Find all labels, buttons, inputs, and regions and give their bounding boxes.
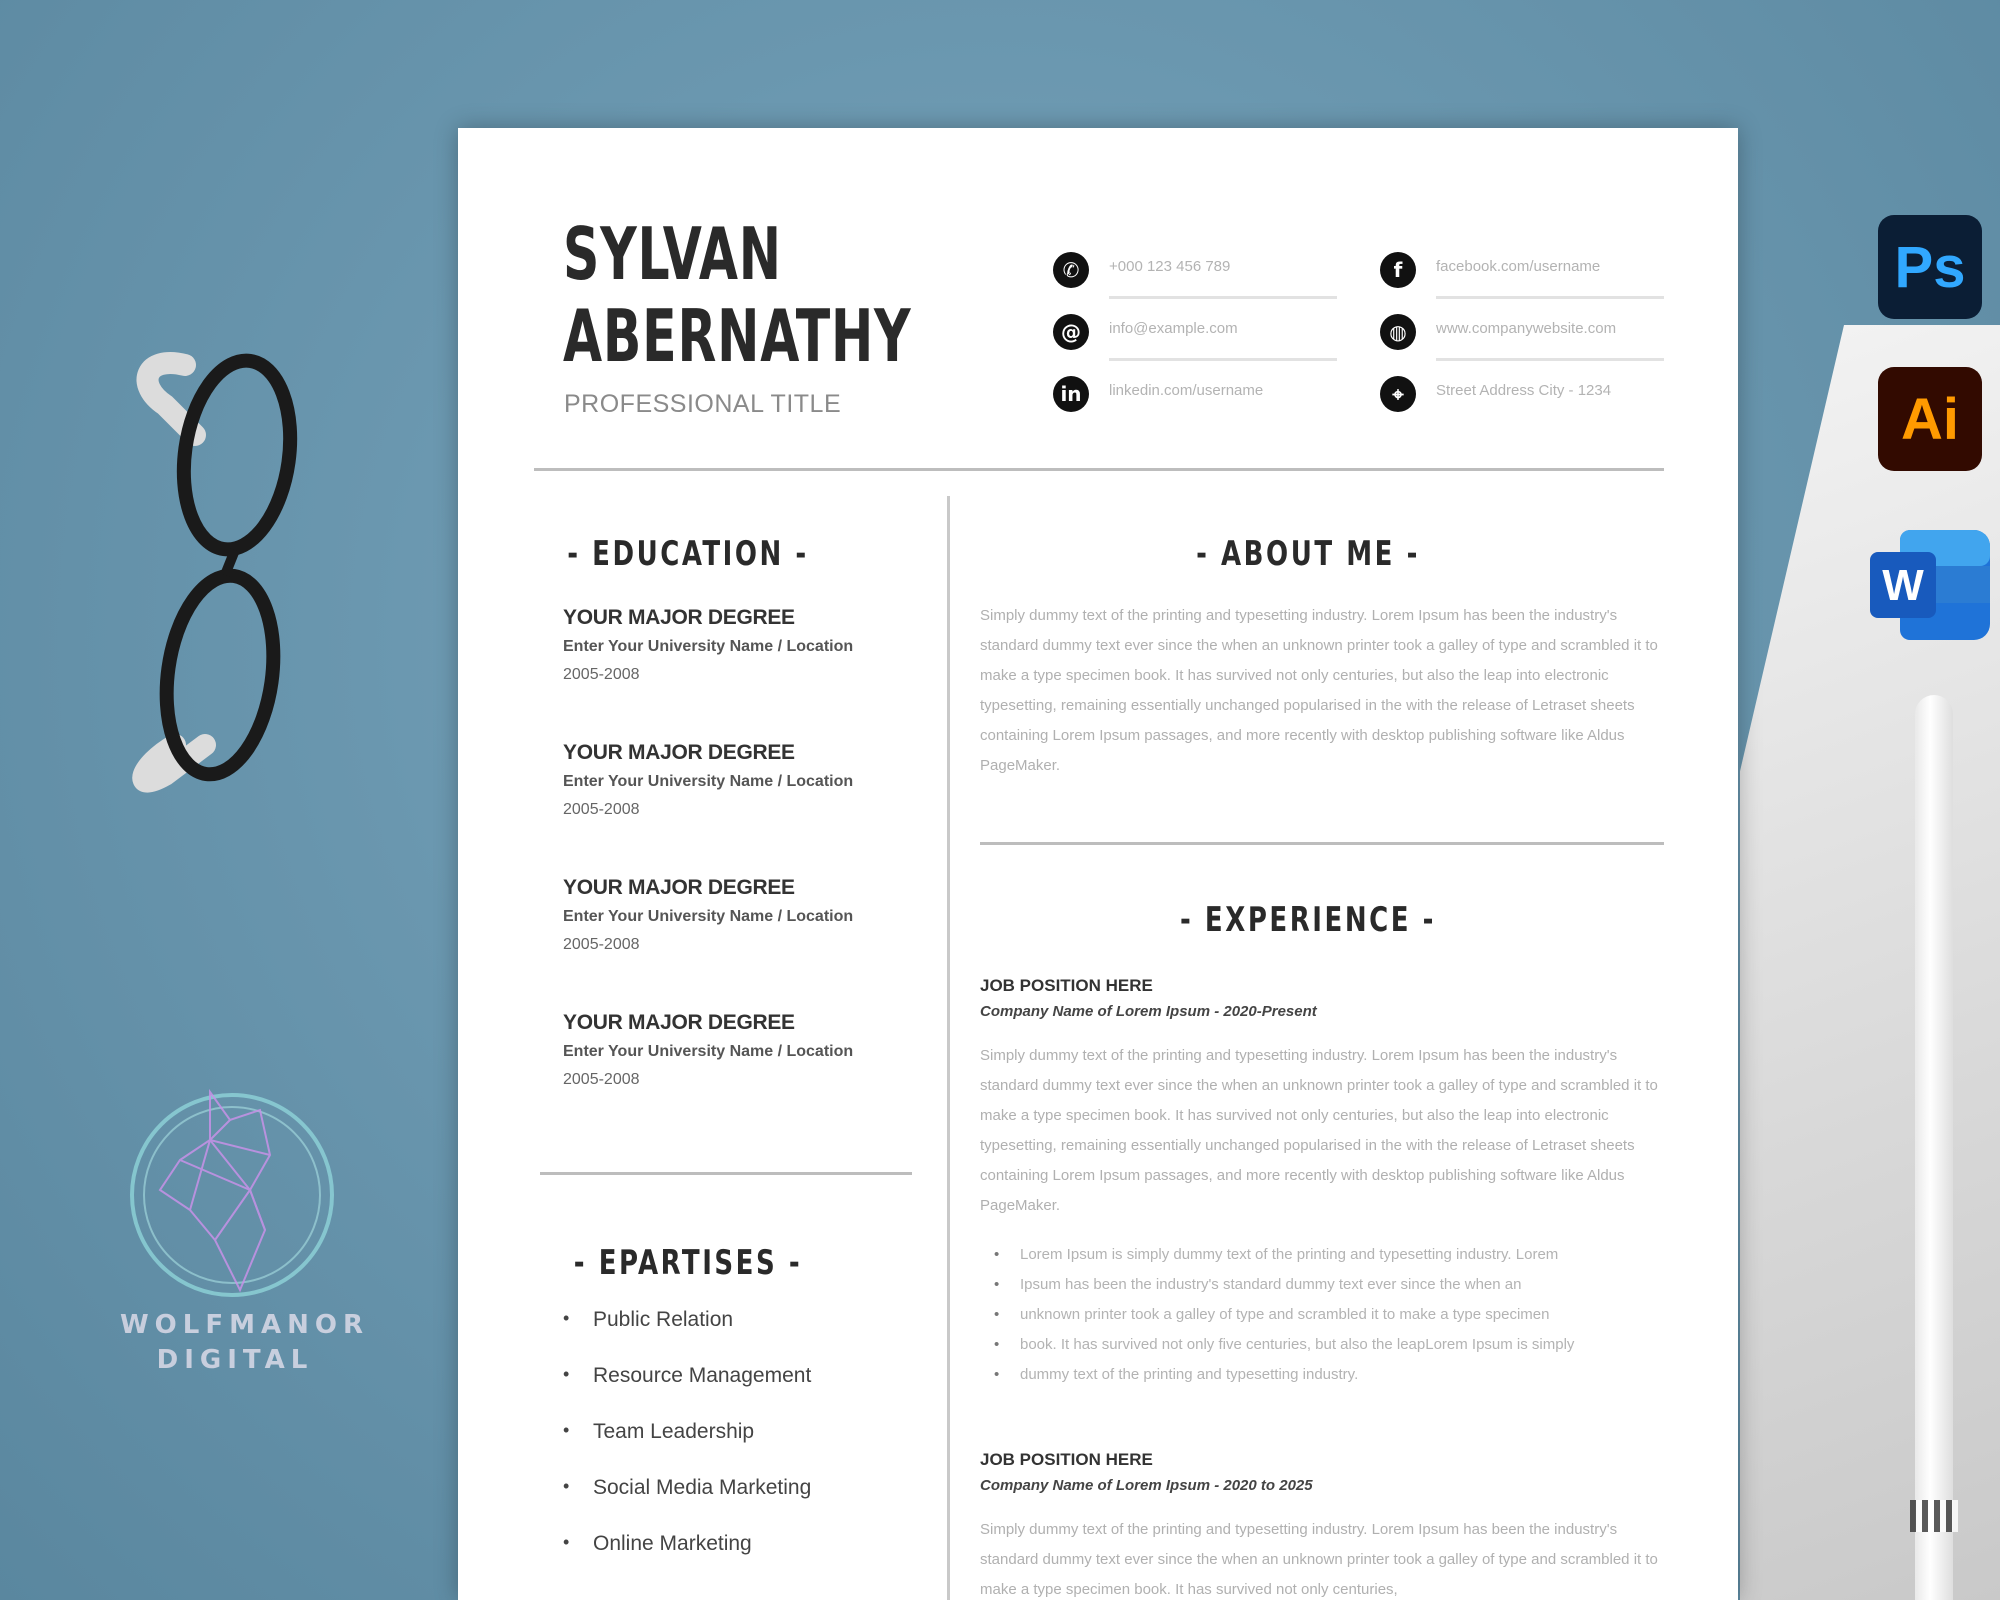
education-years: 2005-2008 — [563, 936, 640, 953]
job-bullet: • Lorem Ipsum is simply dummy text of the printing and typesetting industry. Lorem — [980, 1240, 1680, 1270]
education-school: Enter Your University Name / Location — [563, 908, 854, 925]
phone-icon: ✆ — [1053, 252, 1089, 288]
education-degree: YOUR MAJOR DEGREE — [563, 606, 795, 629]
contact-underline — [1109, 358, 1337, 361]
job-bullet: • Ipsum has been the industry's standard dummy text ever since the when an — [980, 1270, 1680, 1300]
job-description: Simply dummy text of the printing and typesetting industry. Lorem Ipsum has been the industry's standard dummy text ever since the when an unknown printer took a galley of type and scrambled it to make a type specimen book. It has survived not only centuries, but also the leap into electronic typesetting, remaining essentially unchanged popularised in the with the release of Letraset sheets containing Lorem Ipsum passages, and more recently with desktop publishing software like Aldus PageMaker. — [980, 1047, 1658, 1214]
eyeglasses-image — [125, 345, 305, 815]
resume-page — [458, 128, 1738, 1600]
education-school: Enter Your University Name / Location — [563, 1043, 854, 1060]
contact-facebook-text: facebook.com/username — [1436, 258, 1601, 275]
laptop-corner — [1740, 325, 2000, 1600]
watermark-line1: WOLFMANOR — [120, 1310, 369, 1340]
expertise-item: • Team Leadership — [563, 1420, 811, 1476]
education-item — [563, 606, 853, 684]
contact-linkedin-text: linkedin.com/username — [1109, 382, 1264, 399]
job-position: JOB POSITION HERE — [980, 976, 1153, 995]
job-company: Company Name of Lorem Ipsum - 2020 to 2025 — [980, 1477, 1313, 1494]
photoshop-icon: Ps — [1878, 215, 1982, 319]
experience-heading: - EXPERIENCE - — [1179, 900, 1437, 940]
contact-phone-text: +000 123 456 789 — [1109, 258, 1231, 275]
expertise-item: • Online Marketing — [563, 1532, 811, 1588]
name-first: SYLVAN — [563, 212, 782, 296]
contact-address-text: Street Address City - 1234 — [1436, 382, 1612, 399]
education-degree: YOUR MAJOR DEGREE — [563, 876, 795, 899]
education-heading: - EDUCATION - — [567, 534, 809, 574]
word-icon — [1870, 530, 1990, 640]
education-years: 2005-2008 — [563, 1071, 640, 1088]
education-degree: YOUR MAJOR DEGREE — [563, 1011, 795, 1034]
expertise-item: • Resource Management — [563, 1364, 811, 1420]
expertise-item: • Social Media Marketing — [563, 1476, 811, 1532]
linkedin-icon: in — [1053, 376, 1089, 412]
expertise-list — [563, 1308, 811, 1588]
contact-underline — [1109, 296, 1337, 299]
job-position: JOB POSITION HERE — [980, 1450, 1153, 1469]
header-divider — [534, 468, 1664, 471]
facebook-icon: f — [1380, 252, 1416, 288]
education-item — [563, 876, 853, 954]
education-years: 2005-2008 — [563, 801, 640, 818]
resume-name — [563, 213, 911, 377]
education-divider — [540, 1172, 912, 1175]
wolfmanor-watermark-logo — [120, 1080, 369, 1380]
about-divider — [980, 842, 1664, 845]
education-school: Enter Your University Name / Location — [563, 773, 854, 790]
about-text: Simply dummy text of the printing and typesetting industry. Lorem Ipsum has been the industry's standard dummy text ever since the when an unknown printer took a galley of type and scrambled it to make a type specimen book. It has survived not only centuries, but also the leap into electronic typesetting, remaining essentially unchanged popularised in the with the release of Letraset sheets containing Lorem Ipsum passages, and more recently with desktop publishing software like Aldus PageMaker. — [980, 607, 1658, 774]
contact-underline — [1436, 358, 1664, 361]
watermark-line2: DIGITAL — [156, 1345, 314, 1375]
name-last: ABERNATHY — [563, 294, 912, 378]
job-bullets — [980, 1240, 1680, 1390]
job-bullet: • book. It has survived not only five centuries, but also the leapLorem Ipsum is simply — [980, 1330, 1680, 1360]
job-bullet: • dummy text of the printing and typesetting industry. — [980, 1360, 1680, 1390]
contact-underline — [1436, 296, 1664, 299]
contact-website-text: www.companywebsite.com — [1436, 320, 1617, 337]
globe-icon: ◍ — [1380, 314, 1416, 350]
word-icon-letter: W — [1882, 561, 1924, 610]
job-company: Company Name of Lorem Ipsum - 2020-Present — [980, 1003, 1317, 1020]
job-bullet: • unknown printer took a galley of type and scrambled it to make a type specimen — [980, 1300, 1680, 1330]
education-years: 2005-2008 — [563, 666, 640, 683]
stylus-pencil — [1915, 695, 1953, 1600]
job-description: Simply dummy text of the printing and typesetting industry. Lorem Ipsum has been the industry's standard dummy text ever since the when an unknown printer took a galley of type and scrambled it to make a type specimen book. It has survived not only centuries, — [980, 1521, 1658, 1598]
education-item — [563, 741, 853, 819]
column-divider — [947, 496, 950, 1600]
education-degree: YOUR MAJOR DEGREE — [563, 741, 795, 764]
expertise-item: • Public Relation — [563, 1308, 811, 1364]
contact-email-text: info@example.com — [1109, 320, 1238, 337]
illustrator-icon: Ai — [1878, 367, 1982, 471]
education-school: Enter Your University Name / Location — [563, 638, 854, 655]
about-heading: - ABOUT ME - — [1196, 534, 1420, 574]
wolf-logo-icon — [120, 1080, 350, 1310]
professional-title: PROFESSIONAL TITLE — [564, 390, 842, 418]
expertise-heading: - EPARTISES - — [573, 1243, 803, 1283]
email-icon: @ — [1053, 314, 1089, 350]
stylus-band — [1910, 1500, 1958, 1532]
education-item — [563, 1011, 853, 1089]
location-pin-icon: ⌖ — [1380, 376, 1416, 412]
